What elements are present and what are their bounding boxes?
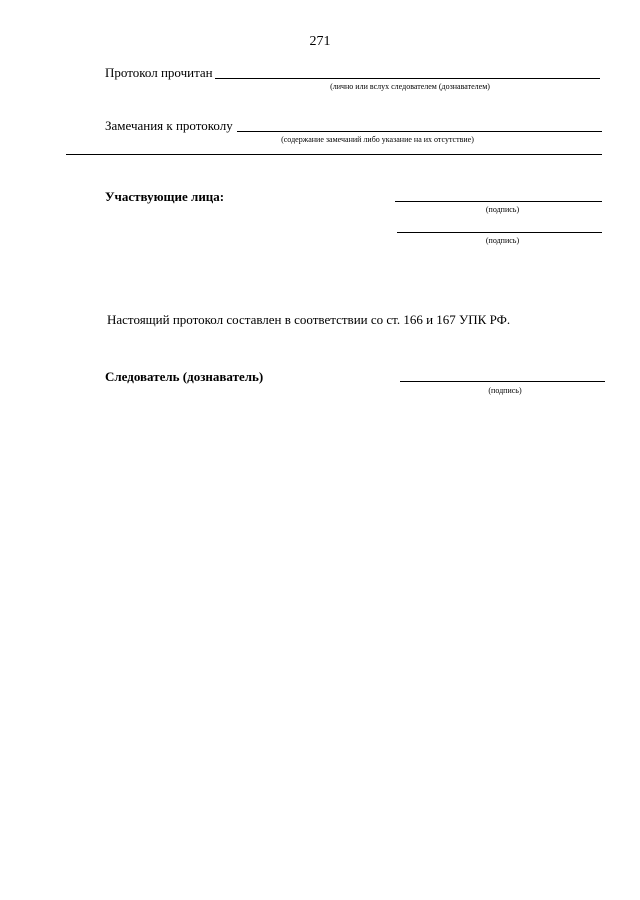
investigator-label: Следователь (дознаватель) (105, 369, 264, 384)
investigator-signature-line (400, 381, 605, 382)
remarks-continuation-line (66, 154, 602, 155)
page-number: 271 (309, 34, 331, 49)
remarks-hint: (содержание замечаний либо указание на их отсутствие) (281, 135, 474, 144)
participant-signature-hint-2: (подпись) (485, 236, 520, 245)
remarks-line (237, 131, 602, 132)
participants-label: Участвующие лица: (105, 189, 225, 204)
compliance-statement: Настоящий протокол составлен в соответствии со ст. 166 и 167 УПК РФ. (107, 312, 511, 327)
protocol-read-label: Протокол прочитан (105, 65, 213, 80)
investigator-signature-hint: (подпись) (488, 386, 522, 395)
participant-signature-line-1 (395, 201, 602, 202)
protocol-read-line (215, 78, 600, 79)
participant-signature-hint-1: (подпись) (485, 205, 520, 214)
participant-signature-line-2 (397, 232, 602, 233)
protocol-read-hint: (лично или вслух следователем (дознавателем) (330, 82, 490, 91)
remarks-label: Замечания к протоколу (105, 118, 233, 133)
